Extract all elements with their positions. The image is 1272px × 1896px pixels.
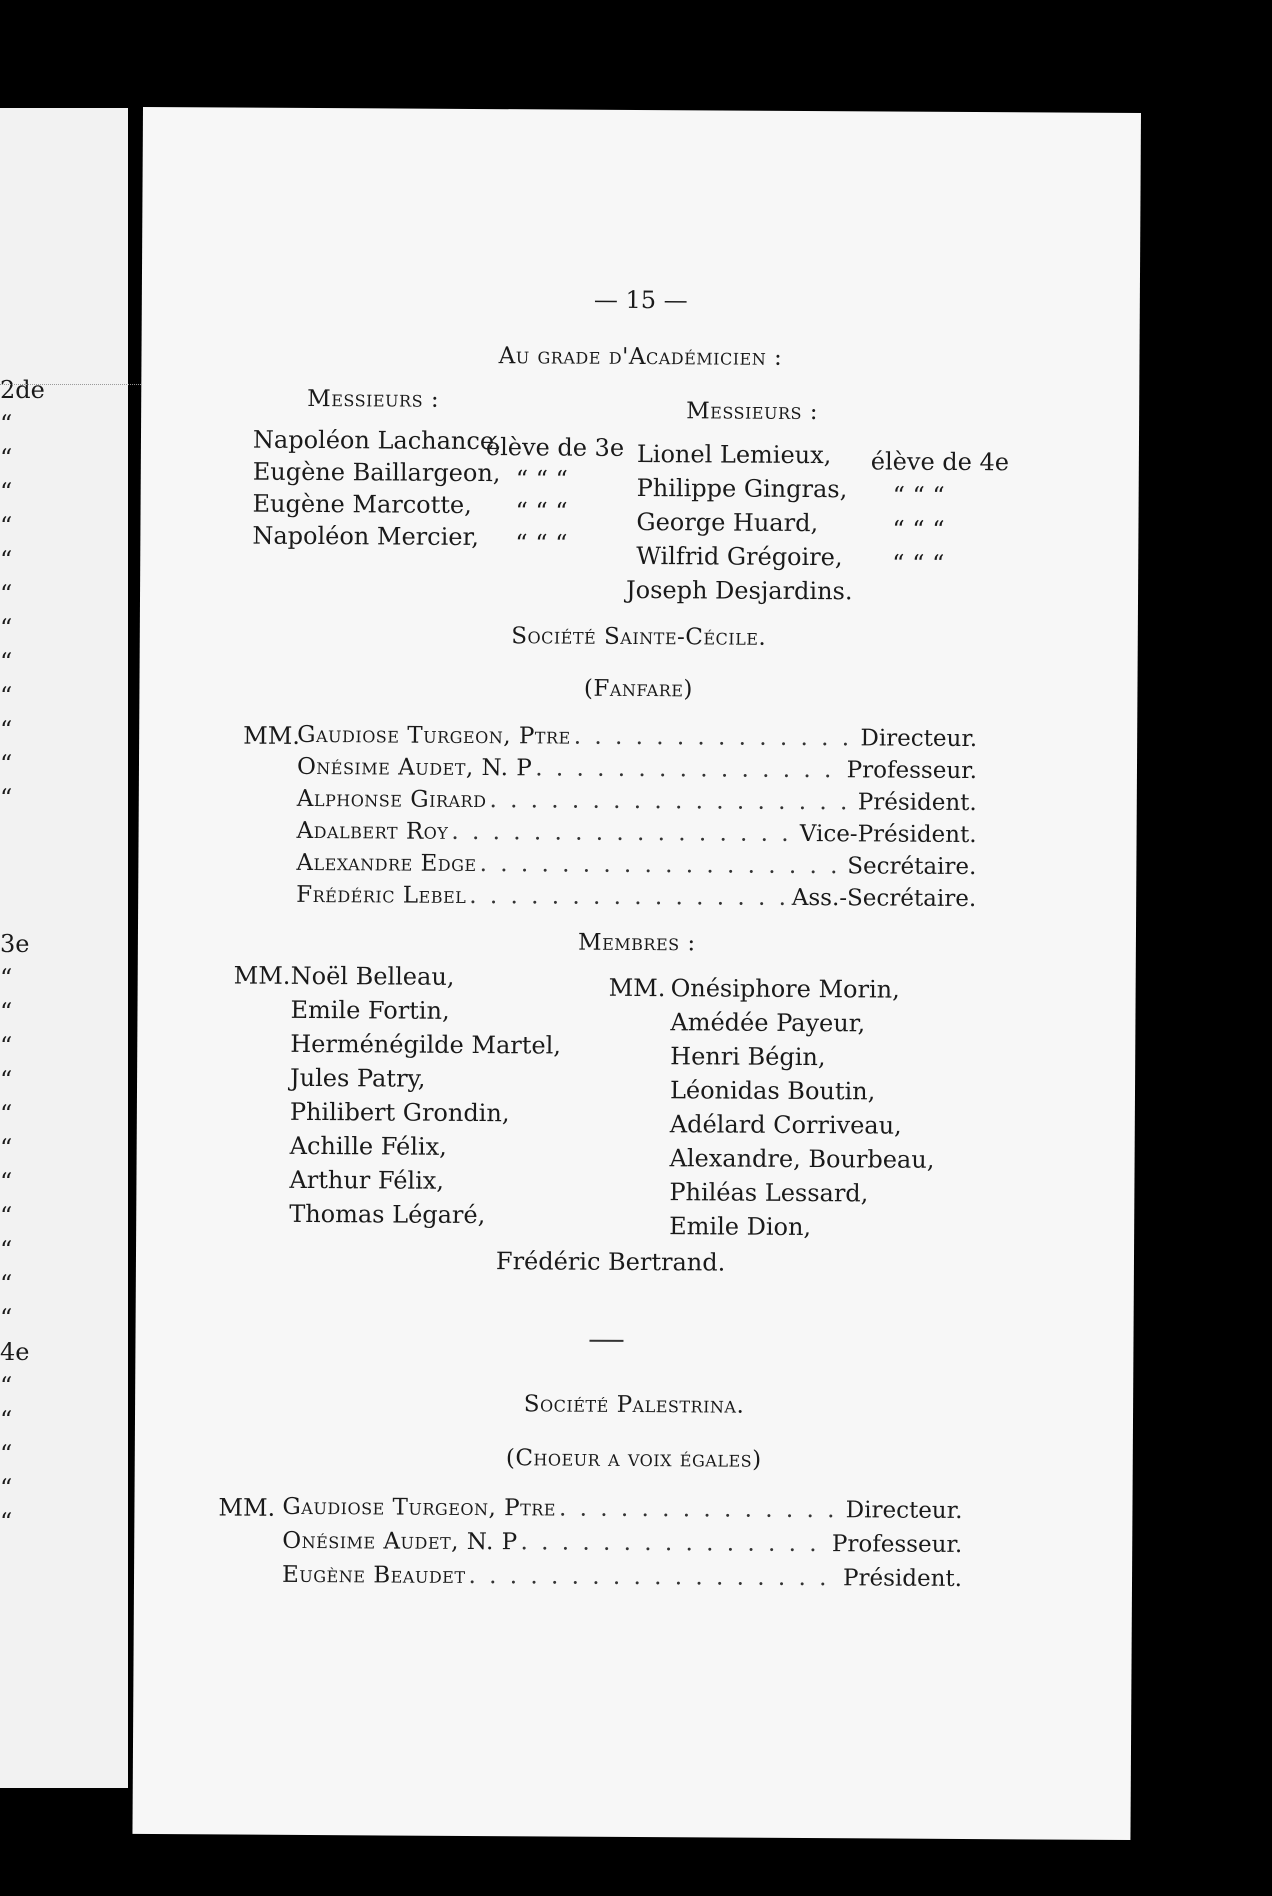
officer-row bbox=[297, 754, 977, 784]
left-edge-text: “ bbox=[0, 750, 13, 778]
left-edge-text: “ bbox=[0, 1202, 13, 1230]
officer-row bbox=[282, 1562, 962, 1592]
officer-name: Alexandre Edge bbox=[296, 849, 477, 878]
left-edge-text: “ bbox=[0, 648, 13, 676]
officer-role: Secrétaire. bbox=[847, 853, 977, 881]
officer-role: Vice-Président. bbox=[799, 820, 977, 849]
officer-name: Frédéric Lebel bbox=[296, 881, 467, 909]
section-divider bbox=[589, 1340, 623, 1342]
column-header-left: Messieurs : bbox=[307, 385, 440, 413]
left-edge-text: “ bbox=[0, 546, 13, 574]
left-edge-text: “ bbox=[0, 1508, 13, 1536]
dot-leader bbox=[489, 787, 854, 815]
section-subtitle-choeur: (Choeur a voix égales) bbox=[505, 1445, 762, 1473]
left-edge-text: “ bbox=[0, 580, 13, 608]
member-name-last: Frédéric Bertrand. bbox=[495, 1247, 726, 1277]
left-edge-text: “ bbox=[0, 1372, 13, 1400]
officer-name: Eugène Beaudet bbox=[281, 1561, 466, 1589]
left-edge-text: 2de bbox=[0, 376, 45, 404]
member-name: Emile Fortin, bbox=[290, 995, 450, 1025]
student-grade: élève de 4e bbox=[870, 447, 1010, 477]
officer-role: Président. bbox=[857, 789, 977, 817]
left-edge-text: 4e bbox=[0, 1338, 30, 1366]
student-grade: “ “ “ bbox=[892, 549, 945, 578]
left-edge-text: “ bbox=[0, 512, 13, 540]
officer-row bbox=[282, 1494, 962, 1524]
student-name: George Huard, bbox=[636, 507, 819, 538]
left-edge-text: “ bbox=[0, 1474, 13, 1502]
left-edge-text: “ bbox=[0, 1168, 13, 1196]
section-title-palestrina: Société Palestrina. bbox=[523, 1391, 745, 1419]
members-title: Membres : bbox=[578, 929, 696, 957]
left-edge-text: 3e bbox=[0, 930, 30, 958]
officer-name: Onésime Audet, N. P bbox=[296, 753, 533, 782]
member-name: Thomas Légaré, bbox=[289, 1199, 486, 1230]
left-edge-text: “ bbox=[0, 1406, 13, 1434]
officer-row bbox=[296, 850, 976, 880]
member-name: Philéas Lessard, bbox=[669, 1178, 869, 1208]
member-name: Henri Bégin, bbox=[670, 1042, 826, 1072]
student-name: Eugène Baillargeon, bbox=[252, 457, 501, 488]
student-grade: “ “ “ bbox=[515, 465, 568, 494]
left-edge-text: “ bbox=[0, 1440, 13, 1468]
member-name: Noël Belleau, bbox=[290, 961, 455, 991]
dot-leader bbox=[521, 1529, 830, 1557]
mm-prefix: MM. bbox=[608, 973, 666, 1003]
officer-row bbox=[297, 818, 977, 848]
mm-prefix: MM. bbox=[243, 721, 301, 750]
left-edge-text: “ bbox=[0, 682, 13, 710]
left-page-fragment bbox=[0, 108, 128, 1788]
student-name: Joseph Desjardins. bbox=[625, 575, 853, 606]
page-number: — 15 — bbox=[593, 285, 688, 315]
member-name: Amédée Payeur, bbox=[670, 1008, 866, 1038]
member-name: Achille Félix, bbox=[289, 1131, 447, 1161]
column-header-right: Messieurs : bbox=[686, 398, 819, 426]
dot-leader bbox=[574, 724, 858, 752]
left-edge-text: “ bbox=[0, 1304, 13, 1332]
officer-name: Gaudiose Turgeon, Ptre bbox=[297, 721, 571, 750]
officer-row bbox=[296, 882, 976, 912]
student-grade: “ “ “ bbox=[892, 515, 945, 544]
member-name: Jules Patry, bbox=[289, 1063, 426, 1093]
student-name: Napoléon Mercier, bbox=[252, 521, 480, 552]
student-name: Lionel Lemieux, bbox=[636, 439, 832, 470]
officer-row bbox=[282, 1528, 962, 1558]
section-subtitle-fanfare: (Fanfare) bbox=[583, 675, 694, 703]
officer-role: Président. bbox=[843, 1565, 963, 1592]
officer-name: Adalbert Roy bbox=[296, 817, 449, 845]
dot-leader bbox=[468, 1563, 840, 1591]
member-name: Alexandre, Bourbeau, bbox=[669, 1144, 935, 1174]
member-name: Philibert Grondin, bbox=[289, 1097, 510, 1128]
leader-line bbox=[0, 384, 143, 385]
officer-role: Directeur. bbox=[860, 725, 978, 753]
dot-leader bbox=[451, 819, 797, 847]
member-name: Emile Dion, bbox=[669, 1212, 812, 1242]
left-edge-text: “ bbox=[0, 1270, 13, 1298]
left-edge-text: “ bbox=[0, 1236, 13, 1264]
officer-row bbox=[297, 786, 977, 816]
student-grade: “ “ “ bbox=[892, 481, 945, 510]
left-edge-text: “ bbox=[0, 1100, 13, 1128]
dot-leader bbox=[480, 851, 845, 879]
left-edge-text: “ bbox=[0, 784, 13, 812]
member-name: Adélard Corriveau, bbox=[669, 1110, 902, 1140]
member-name: Herménégilde Martel, bbox=[290, 1029, 562, 1060]
mm-prefix: MM. bbox=[218, 1493, 276, 1522]
student-grade: élève de 3e bbox=[485, 433, 625, 462]
officer-role: Professeur. bbox=[846, 757, 978, 785]
officer-role: Professeur. bbox=[831, 1531, 963, 1558]
dot-leader bbox=[559, 1496, 843, 1524]
student-grade: “ “ “ bbox=[515, 497, 568, 526]
member-name: Onésiphore Morin, bbox=[670, 974, 900, 1004]
officer-name: Onésime Audet, N. P bbox=[282, 1527, 518, 1556]
page bbox=[132, 107, 1141, 1840]
mm-prefix: MM. bbox=[233, 961, 291, 990]
officer-role: Ass.-Secrétaire. bbox=[791, 884, 977, 913]
officer-row bbox=[297, 722, 977, 752]
section-title-ste-cecile: Société Sainte-Cécile. bbox=[511, 623, 767, 651]
left-edge-text: “ bbox=[0, 1032, 13, 1060]
left-edge-text: “ bbox=[0, 410, 13, 438]
left-edge-text: “ bbox=[0, 964, 13, 992]
officer-role: Directeur. bbox=[845, 1497, 963, 1524]
student-name: Philippe Gingras, bbox=[636, 473, 848, 504]
left-edge-text: “ bbox=[0, 614, 13, 642]
section-title-academicien: Au grade d'Académicien : bbox=[498, 343, 783, 371]
student-name: Napoléon Lachance, bbox=[252, 425, 502, 456]
dot-leader bbox=[535, 755, 844, 783]
left-edge-text: “ bbox=[0, 1066, 13, 1094]
left-edge-text: “ bbox=[0, 998, 13, 1026]
member-name: Léonidas Boutin, bbox=[669, 1076, 876, 1106]
student-name: Wilfrid Grégoire, bbox=[636, 541, 843, 572]
officer-name: Alphonse Girard bbox=[296, 785, 487, 814]
left-edge-text: “ bbox=[0, 716, 13, 744]
student-grade: “ “ “ bbox=[515, 529, 568, 558]
left-edge-text: “ bbox=[0, 444, 13, 472]
officer-name: Gaudiose Turgeon, Ptre bbox=[282, 1493, 557, 1522]
left-edge-text: “ bbox=[0, 1134, 13, 1162]
left-edge-text: “ bbox=[0, 478, 13, 506]
member-name: Arthur Félix, bbox=[289, 1165, 445, 1195]
dot-leader bbox=[469, 883, 789, 911]
student-name: Eugène Marcotte, bbox=[252, 489, 472, 519]
